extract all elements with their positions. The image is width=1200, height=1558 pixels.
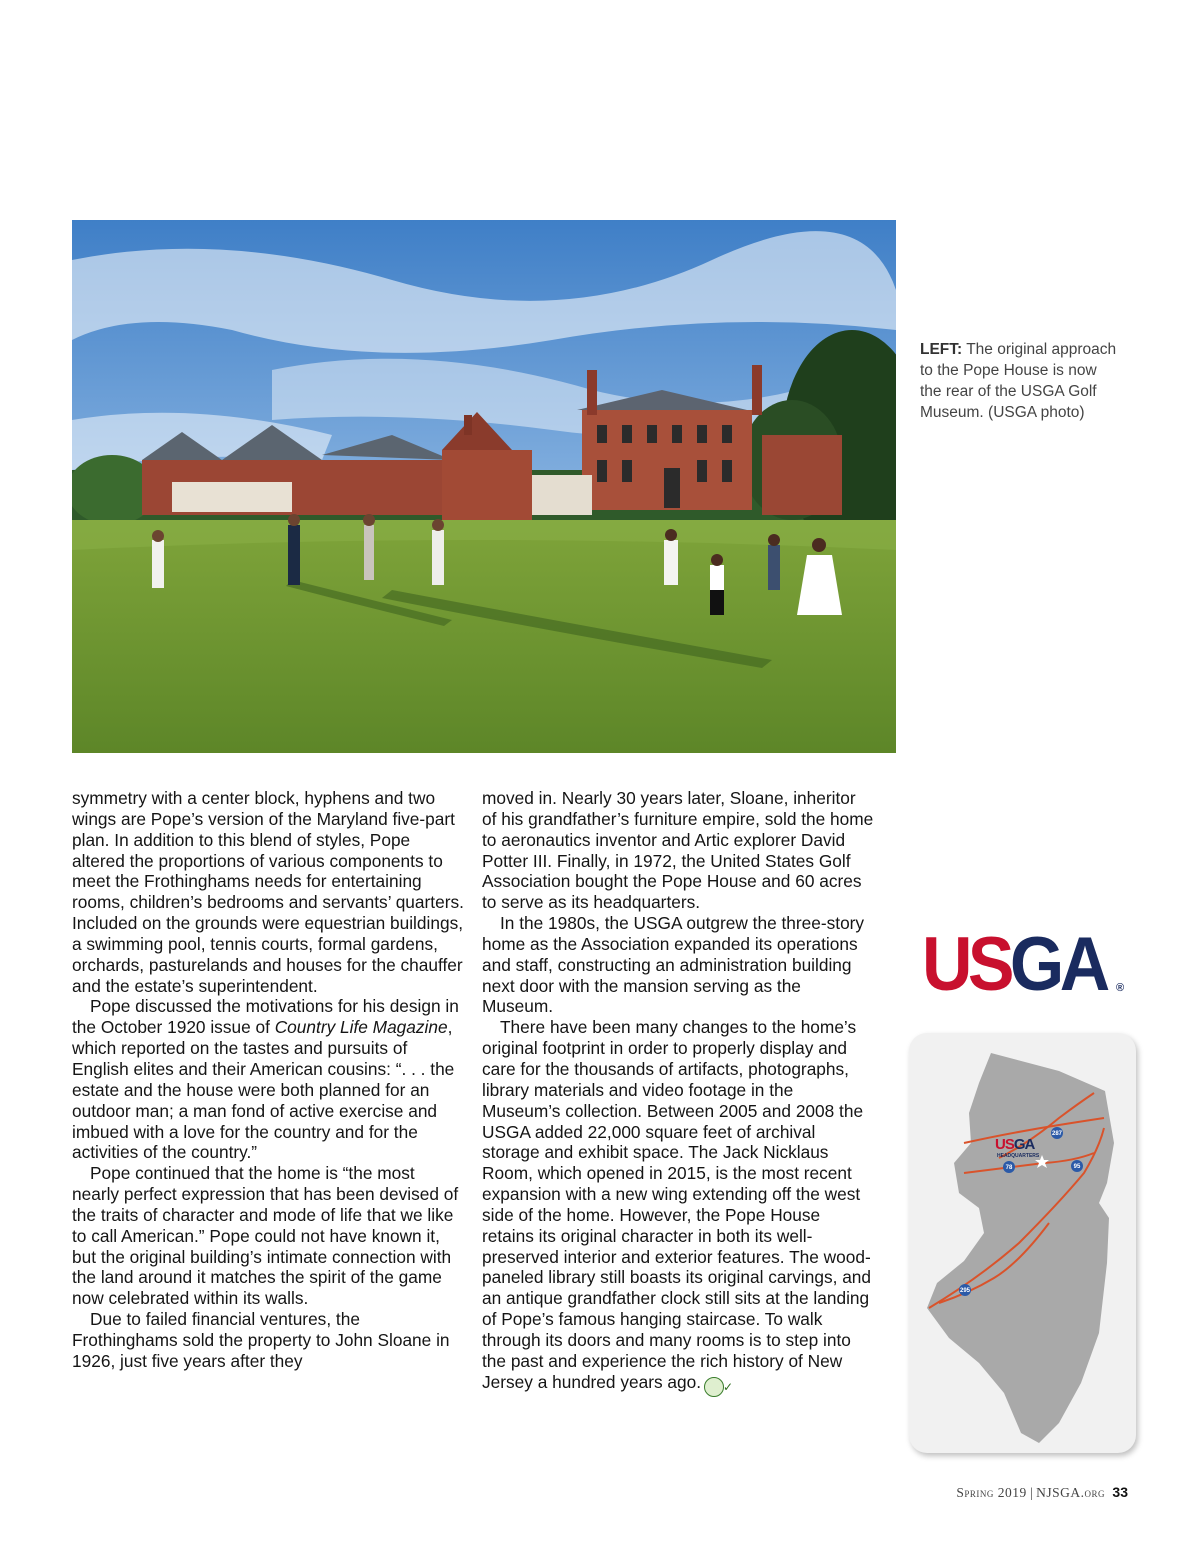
map-logo-us: US	[995, 1136, 1014, 1153]
map-logo-ga: GA	[1013, 1136, 1035, 1153]
pope-house-photo	[72, 220, 896, 753]
caption-text: The original approach to the Pope House is now the rear of the USGA Golf Museum. (USGA photo)	[920, 341, 1117, 421]
new-jersey-map	[909, 1033, 1136, 1453]
footer-separator: |	[1030, 1485, 1033, 1500]
new-jersey-outline	[927, 1053, 1114, 1443]
usga-logo-ga: GA	[1009, 922, 1106, 1007]
usga-wordmark	[922, 922, 1115, 1007]
paragraph	[482, 1017, 874, 1396]
route-label: 95	[1073, 1164, 1081, 1170]
photo-caption	[920, 339, 1120, 423]
article-column-right	[482, 788, 874, 1397]
paragraph: moved in. Nearly 30 years later, Sloane, inheritor of his grandfather’s furniture empire, sold the home to aeronautics inventor and Artic explorer David Potter III. Finally, in 1972, the United States Golf Association bought the Pope House and 60 acres to serve as its headquarters.	[482, 788, 874, 913]
article-column-left	[72, 788, 464, 1372]
registered-mark: ®	[1116, 982, 1125, 994]
paragraph: Pope continued that the home is “the most nearly perfect expression that has been devised of the traits of character and mode of life that we like to call American.” Pope could not have known it, but the original building’s intimate connection with the land around it matches the spirit of the game now celebrated within its walls.	[72, 1163, 459, 1309]
magazine-title: Country Life Magazine	[274, 1017, 448, 1038]
usga-logo	[922, 922, 1132, 1007]
caption-lead: LEFT:	[920, 341, 963, 358]
page-footer	[956, 1484, 1128, 1501]
site-name: NJSGA.org	[1036, 1485, 1106, 1500]
paragraph: In the 1980s, the USGA outgrew the three-story home as the Association expanded its operations and staff, constructing an administration building next door with the mansion serving as the Museum.	[482, 913, 865, 1017]
usga-logo-us: US	[922, 922, 1010, 1007]
route-label: 78	[1005, 1165, 1013, 1171]
paragraph: symmetry with a center block, hyphens and two wings are Pope’s version of the Maryland five-part plan. In addition to this blend of styles, Pope altered the proportions of various components to meet the Frothinghams needs for entertaining rooms, children’s bedrooms and servants’ quarters. Included on the grounds were equestrian buildings, a swimming pool, tennis courts, formal gardens, orchards, pasturelands and houses for the chauffer and the estate’s superintendent.	[72, 788, 464, 996]
svg-text:USGA	[995, 1136, 1036, 1153]
paragraph: Due to failed financial ventures, the Frothinghams sold the property to John Sloane in 1926, just five years after they	[72, 1309, 450, 1371]
paragraph-text: Pope discussed the motivations for his design in the October 1920 issue of	[72, 996, 459, 1038]
paragraph-text: , which reported on the tastes and pursuits of English elites and their American cousins: “. . . the estate and the house were both planned for an outdoor man; a man fond of active exercise and imbued with a love for the country and for the activities of the country.”	[72, 1017, 455, 1163]
page-number: 33	[1112, 1484, 1128, 1500]
feature-photo	[72, 220, 896, 753]
route-label: 295	[959, 1288, 971, 1294]
paragraph	[72, 996, 464, 1163]
end-of-article-icon: ✓	[704, 1377, 724, 1397]
route-label: 287	[1051, 1131, 1063, 1137]
map-logo-sub: HEADQUARTERS	[997, 1153, 1040, 1159]
paragraph-text: There have been many changes to the home’s original footprint in order to properly display and care for the thousands of artifacts, photographs, library materials and video footage in the Museum’s collection. Between 2005 and 2008 the USGA added 22,000 square feet of archival storage and exhibit space. The Jack Nicklaus Room, which opened in 2015, is the most recent expansion with a new wing extending off the west side of the home. However, the Pope House retains its original character in both its well-preserved interior and exterior features. The wood-paneled library still boasts its original carvings, and an antique grandfather clock still sits at the landing of Pope’s famous hanging staircase. To walk through its doors and many rooms is to step into the past and experience the rich history of New Jersey a hundred years ago.	[482, 1017, 872, 1392]
issue-season: Spring 2019	[956, 1485, 1027, 1500]
nj-map-card	[909, 1033, 1136, 1453]
